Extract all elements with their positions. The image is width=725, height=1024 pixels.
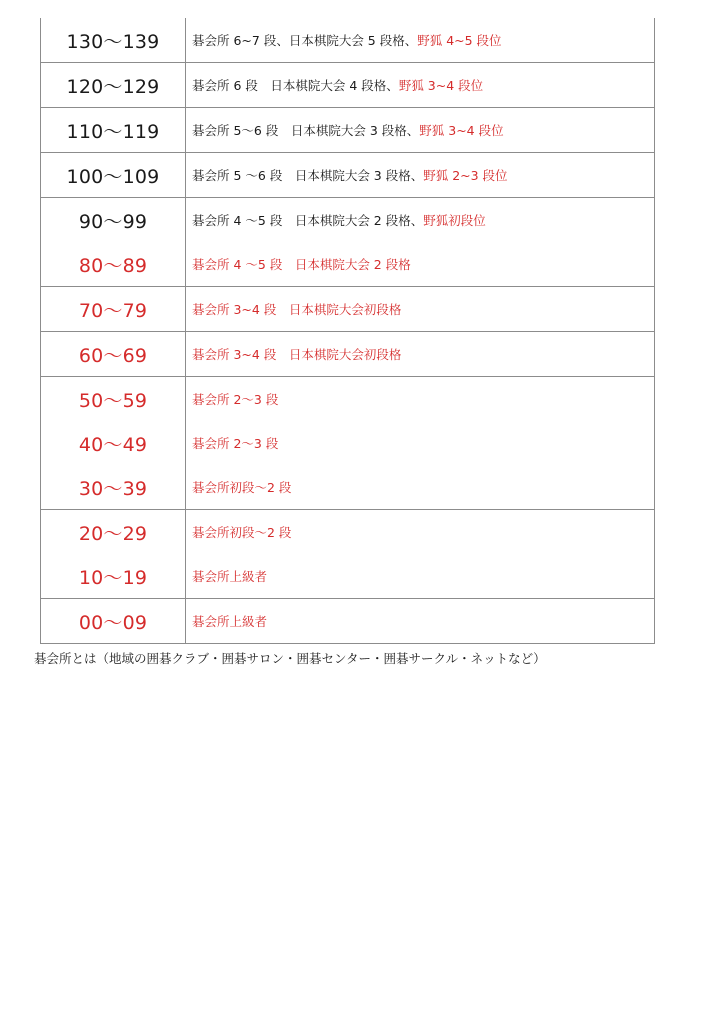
desc-highlight: 碁会所上級者 (192, 569, 268, 584)
rank-description (186, 599, 655, 644)
rank-description (186, 332, 655, 377)
table-row (41, 18, 655, 63)
score-range: 70～79 (41, 287, 186, 332)
rank-description (186, 242, 655, 287)
desc-highlight: 碁会所 3~4 段 日本棋院大会初段格 (192, 302, 402, 317)
score-range: 120～129 (41, 63, 186, 108)
desc-highlight: 碁会所初段～2 段 (192, 480, 292, 495)
desc-highlight: 碁会所上級者 (192, 614, 268, 629)
desc-highlight: 野狐 3~4 段位 (398, 78, 484, 93)
desc-highlight: 碁会所初段～2 段 (192, 525, 292, 540)
rank-description (186, 377, 655, 422)
table-row (41, 554, 655, 599)
rank-description (186, 63, 655, 108)
table-row (41, 198, 655, 243)
score-range: 100～109 (41, 153, 186, 198)
table-row (41, 510, 655, 555)
desc-highlight: 碁会所 3~4 段 日本棋院大会初段格 (192, 347, 402, 362)
rank-description (186, 287, 655, 332)
desc-text: 碁会所 6 段 日本棋院大会 4 段格、 (192, 78, 399, 93)
rank-description (186, 510, 655, 555)
score-range: 40～49 (41, 421, 186, 465)
footnote: 碁会所とは（地域の囲碁クラブ・囲碁サロン・囲碁センター・囲碁サークル・ネットなど） (34, 651, 546, 666)
desc-text: 碁会所 4 ～5 段 日本棋院大会 2 段格、 (192, 213, 424, 228)
desc-highlight: 碁会所 2～3 段 (192, 436, 279, 451)
rank-description (186, 18, 655, 63)
desc-text: 碁会所 6~7 段、日本棋院大会 5 段格、 (192, 33, 418, 48)
table-row (41, 153, 655, 198)
rank-description (186, 421, 655, 465)
rank-description (186, 108, 655, 153)
table-row (41, 599, 655, 644)
table-row (41, 287, 655, 332)
table-row (41, 465, 655, 510)
score-range: 80～89 (41, 242, 186, 287)
rank-description (186, 153, 655, 198)
score-range: 00～09 (41, 599, 186, 644)
desc-highlight: 野狐初段位 (423, 213, 486, 228)
desc-text: 碁会所 5～6 段 日本棋院大会 3 段格、 (192, 123, 420, 138)
table-row (41, 377, 655, 422)
score-range: 110～119 (41, 108, 186, 153)
score-range: 50～59 (41, 377, 186, 422)
score-range: 90～99 (41, 198, 186, 243)
table-row (41, 242, 655, 287)
rank-description (186, 554, 655, 599)
table-row (41, 63, 655, 108)
score-range: 60～69 (41, 332, 186, 377)
score-range: 20～29 (41, 510, 186, 555)
desc-highlight: 野狐 4~5 段位 (417, 33, 502, 48)
desc-highlight: 野狐 2~3 段位 (423, 168, 508, 183)
desc-highlight: 野狐 3~4 段位 (419, 123, 504, 138)
table-row (41, 421, 655, 465)
rank-description (186, 465, 655, 510)
score-range: 130～139 (41, 18, 186, 63)
desc-text: 碁会所 5 ～6 段 日本棋院大会 3 段格、 (192, 168, 424, 183)
rank-table (40, 18, 655, 644)
score-range: 30～39 (41, 465, 186, 510)
score-range: 10～19 (41, 554, 186, 599)
desc-highlight: 碁会所 2～3 段 (192, 392, 279, 407)
table-row (41, 332, 655, 377)
table-row (41, 108, 655, 153)
rank-description (186, 198, 655, 243)
desc-highlight: 碁会所 4 ～5 段 日本棋院大会 2 段格 (192, 257, 411, 272)
